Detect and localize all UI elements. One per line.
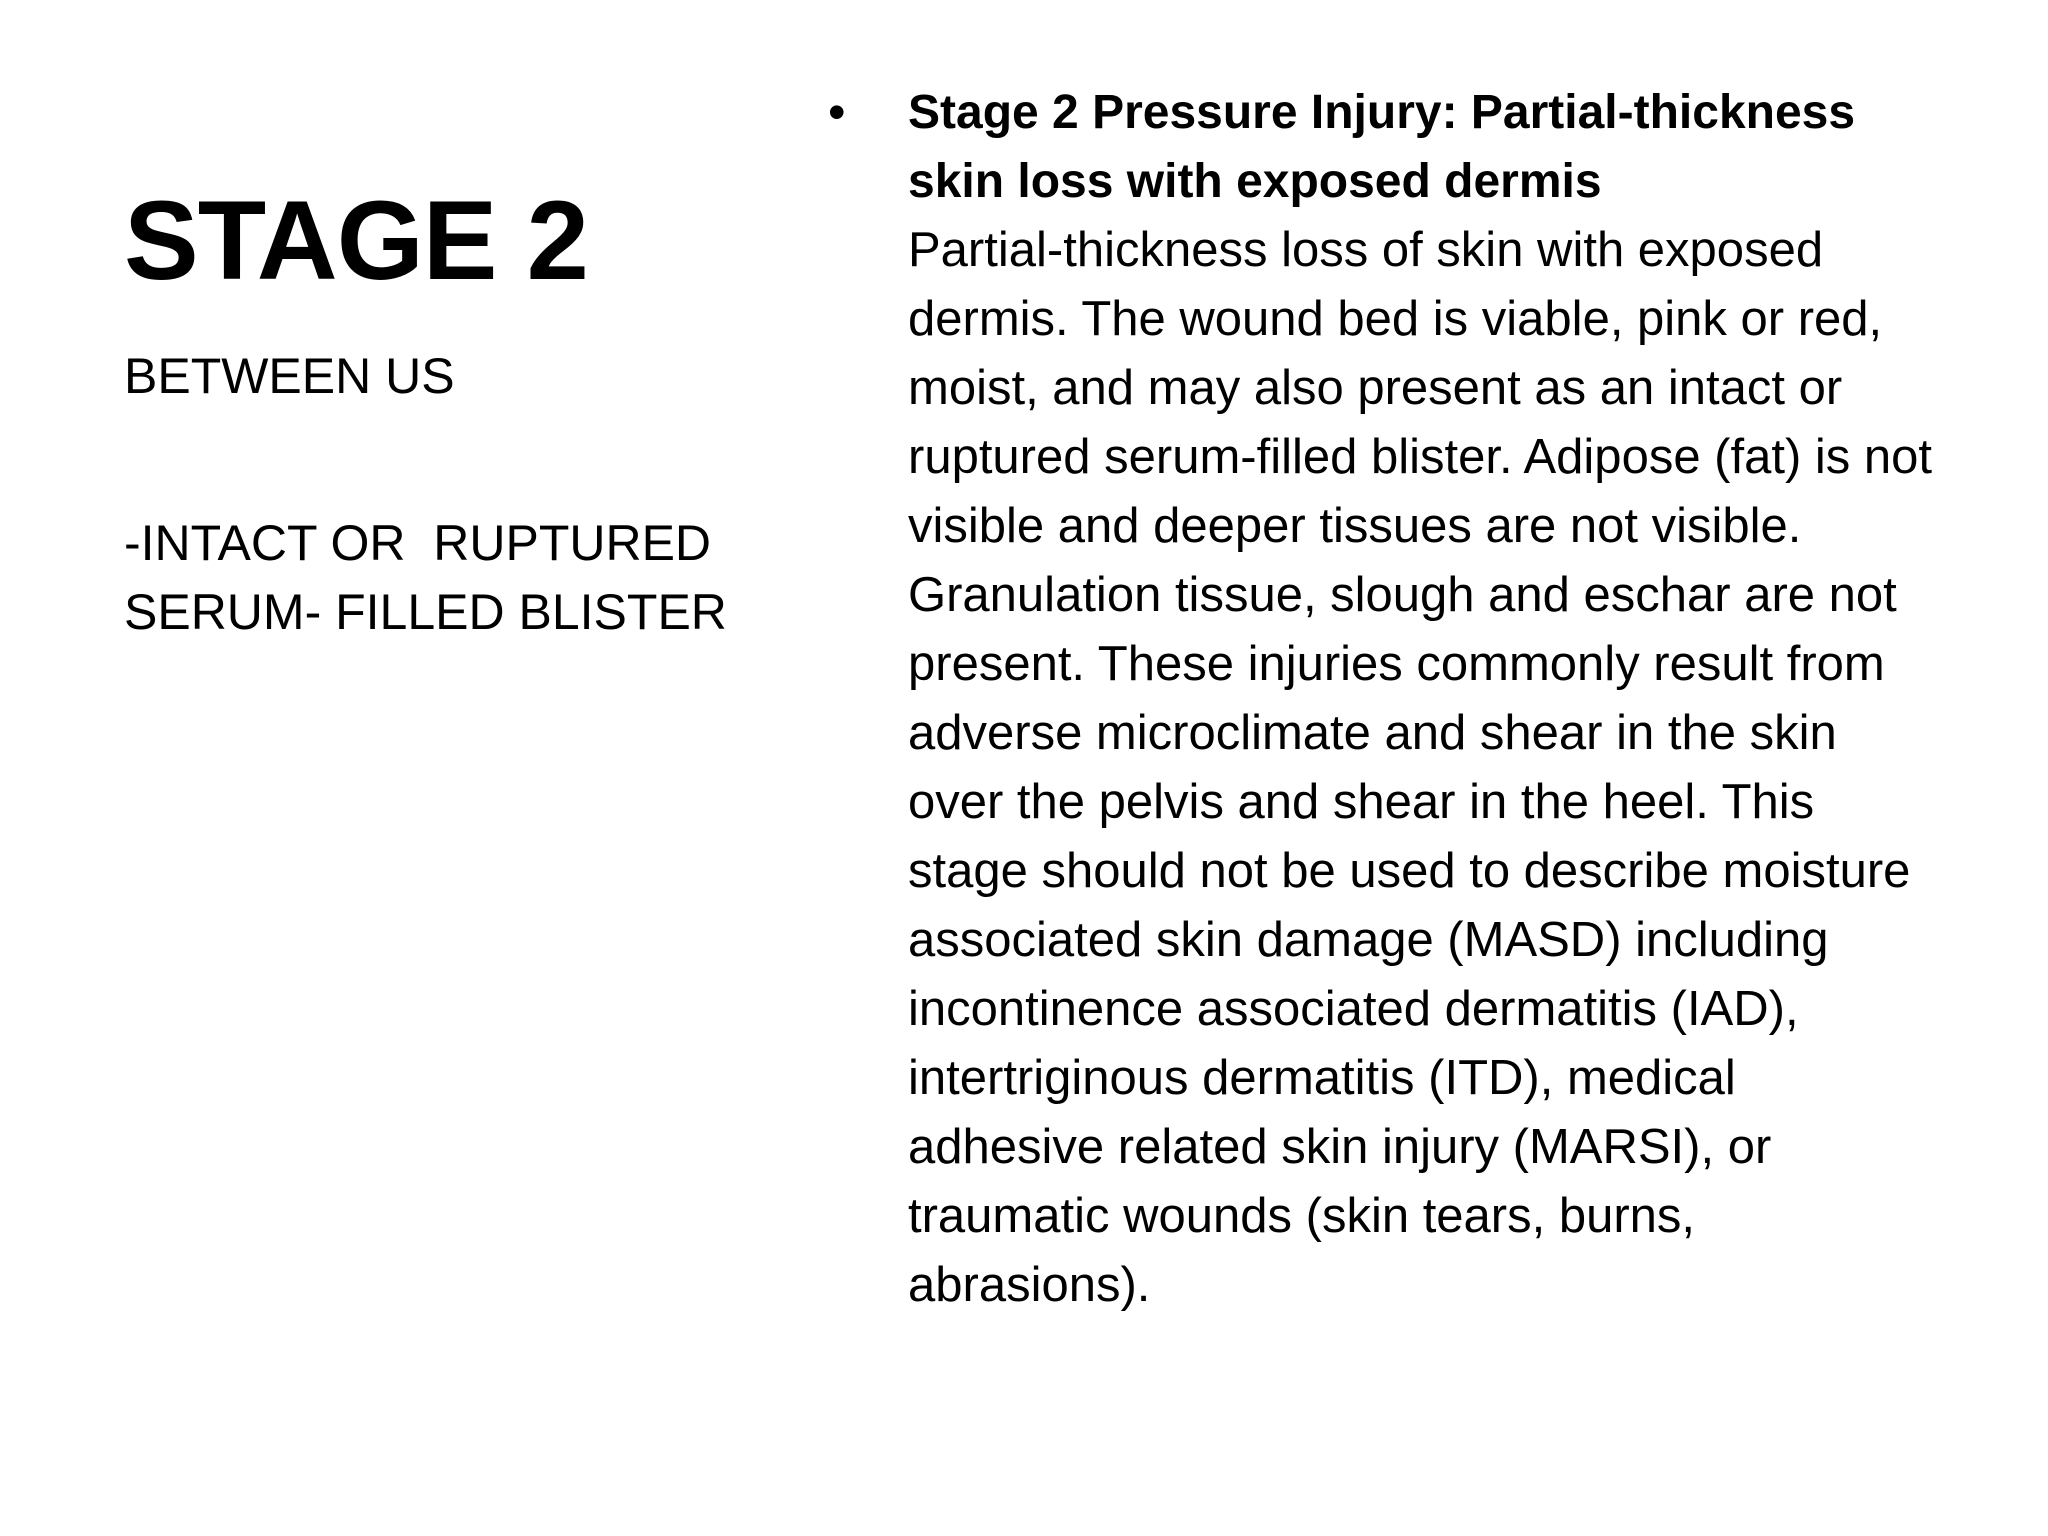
- bullet-heading: Stage 2 Pressure Injury: Partial-thickness skin loss with exposed dermis: [908, 86, 1856, 208]
- content-panel: [828, 78, 1938, 1320]
- left-panel: [124, 178, 744, 647]
- subtitle-block: [124, 342, 744, 647]
- subtitle-spacer: [124, 411, 744, 509]
- bullet-item: [828, 78, 1938, 1320]
- subtitle-line: -INTACT OR RUPTURED: [124, 514, 712, 571]
- subtitle-line: SERUM- FILLED BLISTER: [124, 583, 727, 640]
- bullet-icon: •: [828, 84, 846, 140]
- bullet-body: Partial-thickness loss of skin with exposed dermis. The wound bed is viable, pink or red, moist, and may also present as an intact or ruptured serum-filled blister. Adipose (fat) is not visible and deeper tissues are not visible. Granulation tissue, slough and eschar are not present. These injuries commonly result from adverse microclimate and shear in the skin over the pelvis and shear in the heel. This stage should not be used to describe moisture associated skin damage (MASD) including incontinence associated dermatitis (IAD), intertriginous dermatitis (ITD), medical adhesive related skin injury (MARSI), or traumatic wounds (skin tears, burns, abrasions).: [908, 223, 1933, 1312]
- subtitle-line: BETWEEN US: [124, 347, 455, 404]
- slide-title: STAGE 2: [124, 178, 588, 303]
